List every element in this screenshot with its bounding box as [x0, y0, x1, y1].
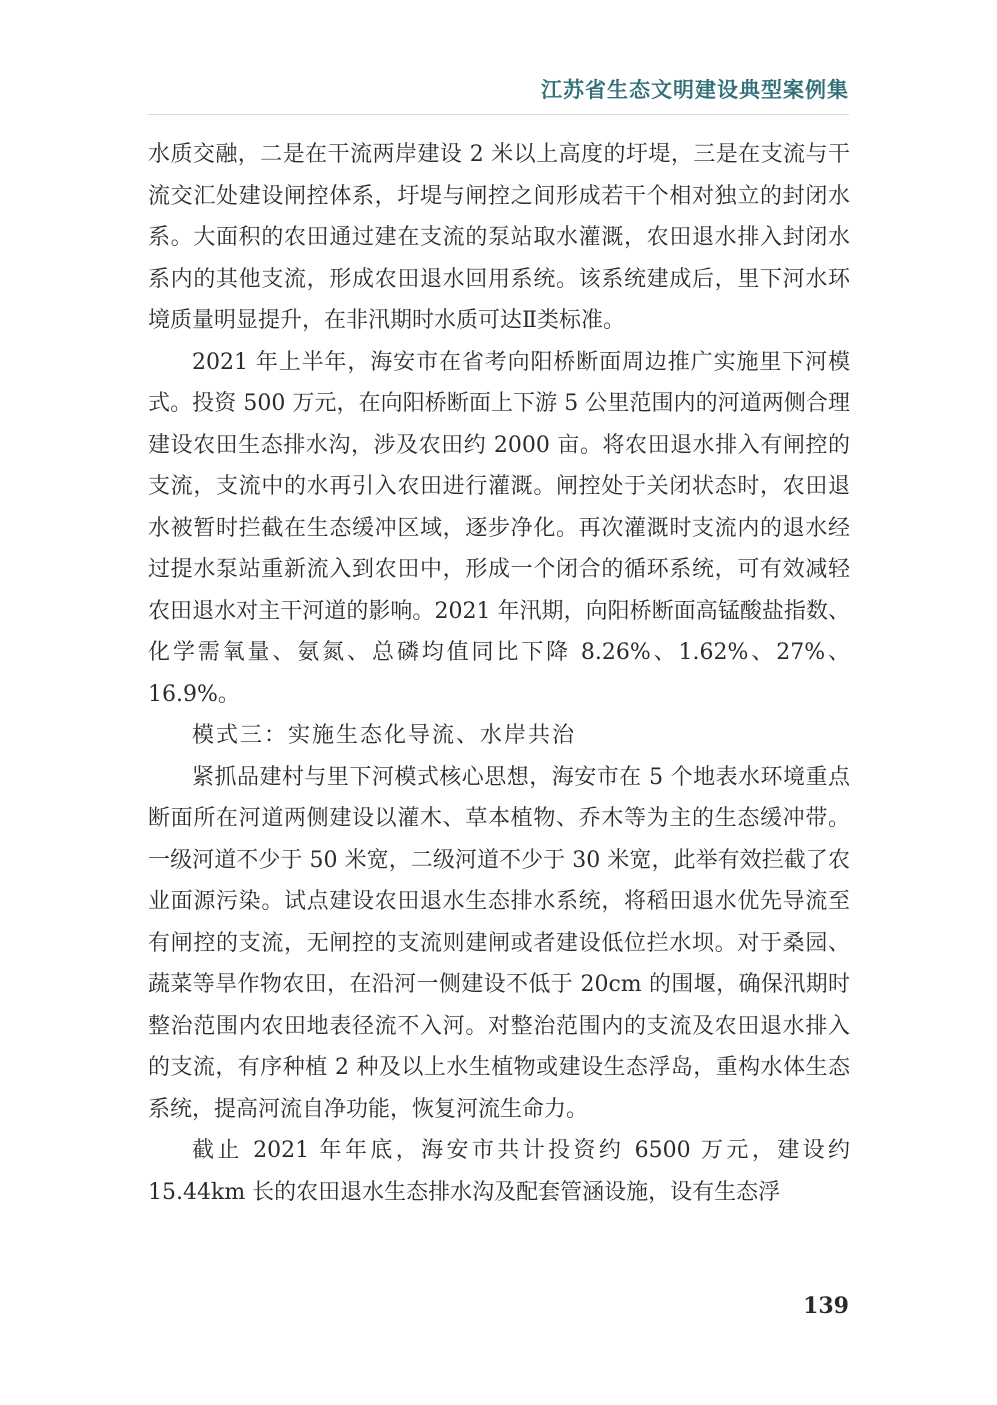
paragraph-xiangyangqiao: 2021 年上半年，海安市在省考向阳桥断面周边推广实施里下河模式。投资 500 万元，在向阳桥断面上下游 5 公里范围内的河道两侧合理建设农田生态排水沟，涉及农田约 2000 亩。将农田退水排入有闸控的支流，支流中的水再引入农田进行灌溉。闸控处于关闭状态时，农田退水被暂时拦截在生态缓冲区域，逐步净化。再次灌溉时支流内的退水经过提水泵站重新流入到农田中，形成一个闭合的循环系统，可有效减轻农田退水对主干河道的影响。2021 年汛期，向阳桥断面高锰酸盐指数、化学需氧量、氨氮、总磷均值同比下降 8.26%、1.62%、27%、16.9%。	[148, 349, 850, 707]
page-number: 139	[803, 1293, 849, 1319]
paragraph-mode-three: 紧抓品建村与里下河模式核心思想，海安市在 5 个地表水环境重点断面所在河道两侧建设以灌木、草本植物、乔木等为主的生态缓冲带。一级河道不少于 50 米宽，二级河道不少于 30 米宽，此举有效拦截了农业面源污染。试点建设农田退水生态排水系统，将稻田退水优先导流至有闸控的支流，无闸控的支流则建闸或者建设低位拦水坝。对于桑园、蔬菜等旱作物农田，在沿河一侧建设不低于 20cm 的围堰，确保汛期时整治范围内农田地表径流不入河。对整治范围内的支流及农田退水排入的支流，有序种植 2 种及以上水生植物或建设生态浮岛，重构水体生态系统，提高河流自净功能，恢复河流生命力。	[148, 764, 850, 1122]
section-subheading-mode-three: 模式三：实施生态化导流、水岸共治	[192, 723, 577, 748]
paragraph-continued: 水质交融，二是在干流两岸建设 2 米以上高度的圩堤，三是在支流与干流交汇处建设闸控体系，圩堤与闸控之间形成若干个相对独立的封闭水系。大面积的农田通过建在支流的泵站取水灌溉，农田退水排入封闭水系内的其他支流，形成农田退水回用系统。该系统建成后，里下河水环境质量明显提升，在非汛期时水质可达Ⅱ类标准。	[148, 142, 850, 333]
header-divider	[148, 114, 849, 115]
body-text	[148, 134, 850, 1213]
paragraph-investment: 截止 2021 年年底，海安市共计投资约 6500 万元，建设约 15.44km 长的农田退水生态排水沟及配套管涵设施，设有生态浮	[148, 1138, 850, 1205]
running-header: 江苏省生态文明建设典型案例集	[541, 77, 849, 102]
